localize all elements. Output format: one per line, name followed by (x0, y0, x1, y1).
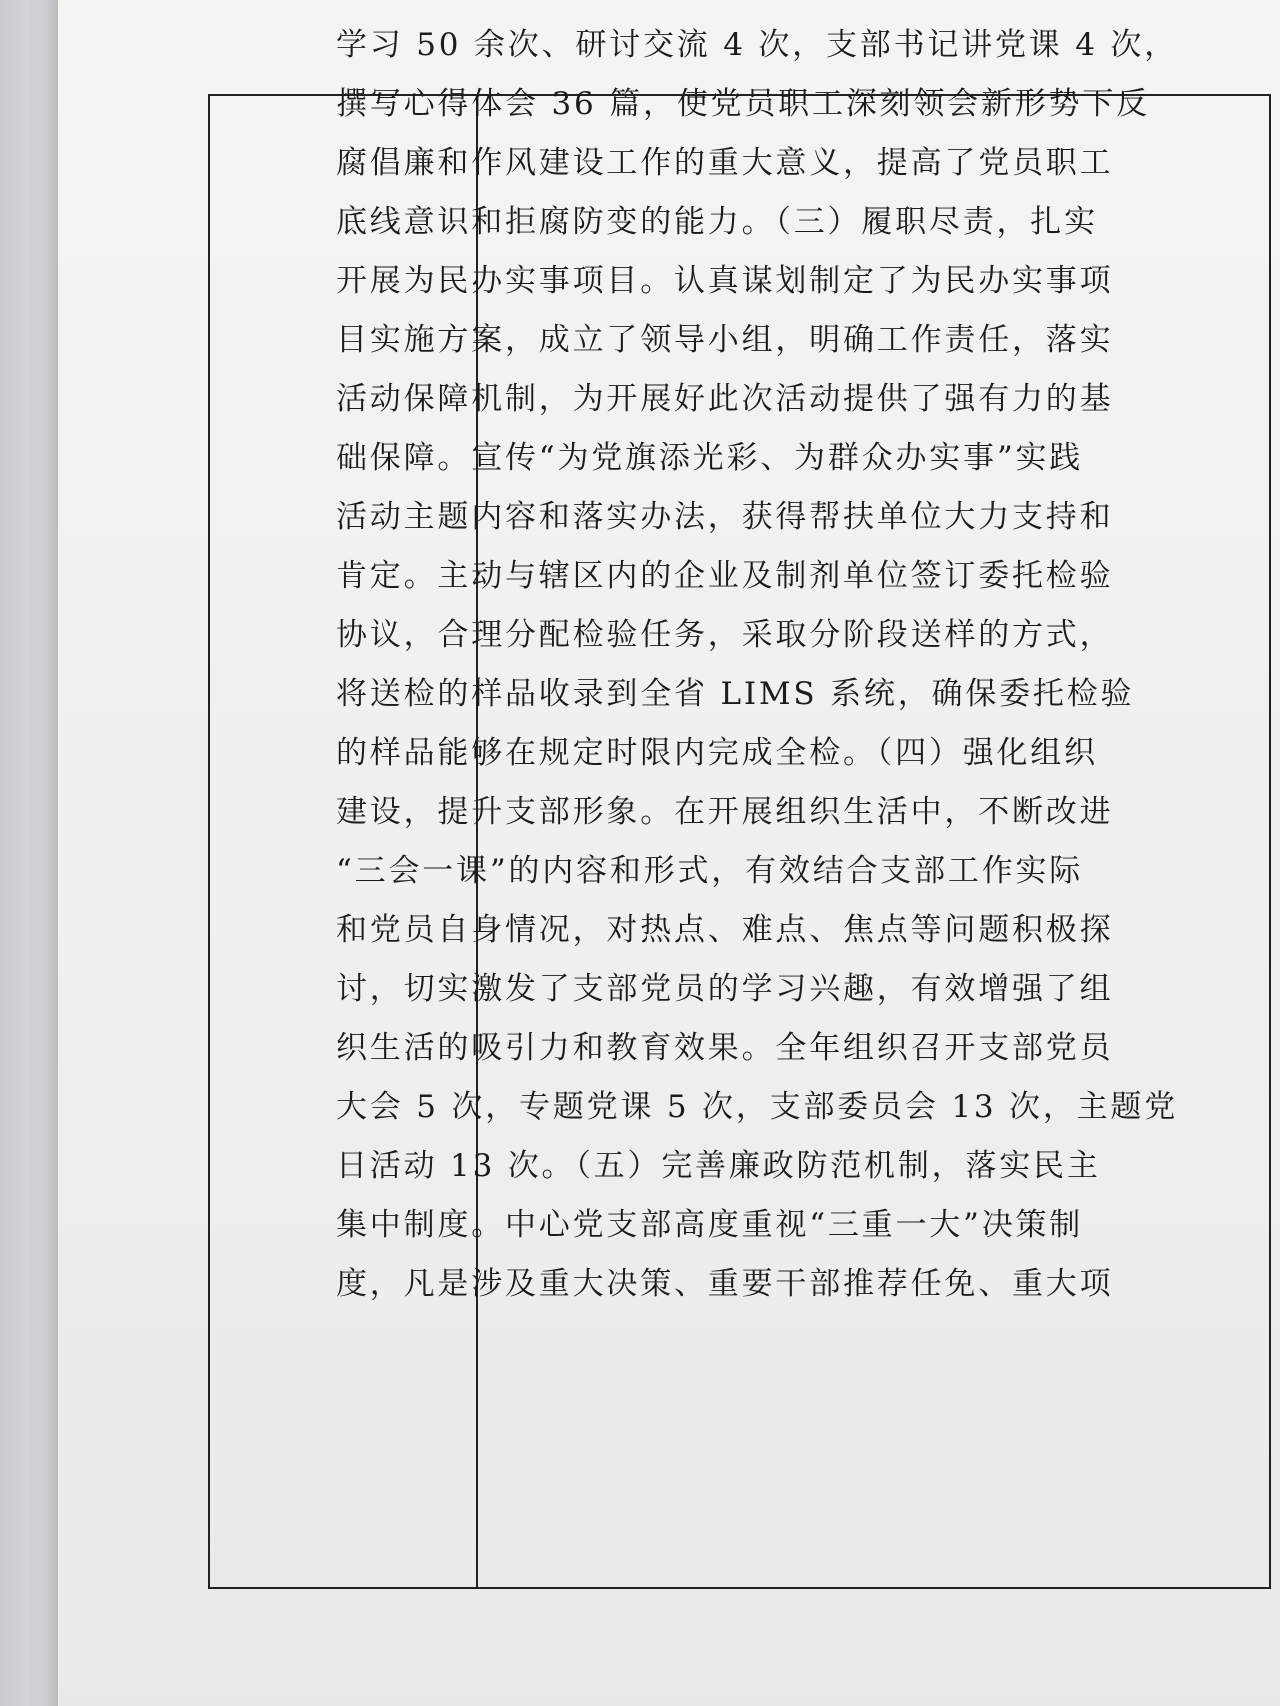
text-line: 和党员自身情况，对热点、难点、焦点等问题积极探 (336, 912, 1114, 948)
text-line: 织生活的吸引力和教育效果。全年组织召开支部党员 (336, 1030, 1114, 1066)
text-line: 度，凡是涉及重大决策、重要干部推荐任免、重大项 (336, 1266, 1114, 1302)
text-line: 协议，合理分配检验任务，采取分阶段送样的方式， (336, 617, 1114, 653)
text-line: 础保障。宣传“为党旗添光彩、为群众办实事”实践 (336, 440, 1084, 476)
text-line: 底线意识和拒腐防变的能力。（三）履职尽责，扎实 (336, 204, 1098, 240)
text-line: 腐倡廉和作风建设工作的重大意义，提高了党员职工 (336, 145, 1114, 181)
text-line: 大会 5 次，专题党课 5 次，支部委员会 13 次，主题党 (336, 1089, 1179, 1125)
document-page (58, 0, 1280, 1706)
text-line: 将送检的样品收录到全省 LIMS 系统，确保委托检验 (336, 676, 1135, 712)
text-line: 的样品能够在规定时限内完成全检。（四）强化组织 (336, 735, 1098, 771)
text-line: 学习 50 余次、研讨交流 4 次，支部书记讲党课 4 次， (336, 27, 1179, 63)
text-line: 活动保障机制，为开展好此次活动提供了强有力的基 (336, 381, 1114, 417)
table-content-cell (336, 16, 1179, 1314)
text-line: 撰写心得体会 36 篇，使党员职工深刻领会新形势下反 (336, 86, 1150, 122)
text-line: “三会一课”的内容和形式，有效结合支部工作实际 (336, 853, 1084, 889)
text-line: 活动主题内容和落实办法，获得帮扶单位大力支持和 (336, 499, 1114, 535)
text-line: 目实施方案，成立了领导小组，明确工作责任，落实 (336, 322, 1114, 358)
text-line: 讨，切实激发了支部党员的学习兴趣，有效增强了组 (336, 971, 1114, 1007)
text-line: 开展为民办实事项目。认真谋划制定了为民办实事项 (336, 263, 1114, 299)
text-line: 肯定。主动与辖区内的企业及制剂单位签订委托检验 (336, 558, 1114, 594)
text-line: 日活动 13 次。（五）完善廉政防范机制，落实民主 (336, 1148, 1101, 1184)
text-line: 建设，提升支部形象。在开展组织生活中，不断改进 (336, 794, 1114, 830)
text-line: 集中制度。中心党支部高度重视“三重一大”决策制 (336, 1207, 1084, 1243)
